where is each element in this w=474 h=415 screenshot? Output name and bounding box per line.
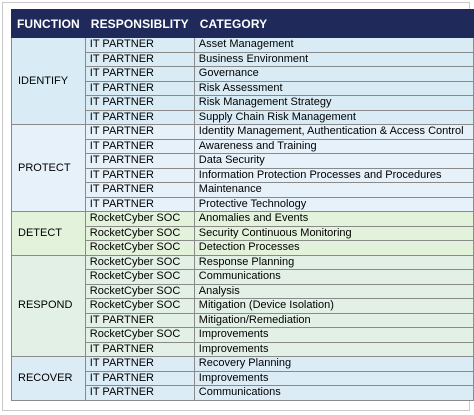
responsibility-cell: RocketCyber SOC [85,299,194,314]
table-row [12,38,474,53]
category-cell: Information Protection Processes and Procedures [194,168,473,183]
responsibility-cell: IT PARTNER [85,342,194,357]
table-row [12,125,474,140]
category-cell: Improvements [194,342,473,357]
category-cell: Recovery Planning [194,357,473,372]
responsibility-cell: RocketCyber SOC [85,241,194,256]
category-cell: Anomalies and Events [194,212,473,227]
category-cell: Identity Management, Authentication & Access Control [194,125,473,140]
category-cell: Supply Chain Risk Management [194,110,473,125]
responsibility-cell: IT PARTNER [85,154,194,169]
function-cell-protect: PROTECT [12,125,86,212]
responsibility-cell: IT PARTNER [85,168,194,183]
responsibility-cell: IT PARTNER [85,313,194,328]
responsibility-cell: IT PARTNER [85,110,194,125]
category-cell: Analysis [194,284,473,299]
responsibility-cell: IT PARTNER [85,183,194,198]
function-cell-detect: DETECT [12,212,86,256]
function-cell-respond: RESPOND [12,255,86,357]
responsibility-cell: IT PARTNER [85,139,194,154]
category-cell: Asset Management [194,38,473,53]
category-cell: Mitigation (Device Isolation) [194,299,473,314]
table-row [12,255,474,270]
category-cell: Improvements [194,371,473,386]
category-cell: Data Security [194,154,473,169]
category-cell: Maintenance [194,183,473,198]
category-cell: Governance [194,67,473,82]
responsibility-cell: IT PARTNER [85,81,194,96]
responsibility-cell: RocketCyber SOC [85,328,194,343]
category-cell: Risk Assessment [194,81,473,96]
responsibility-cell: IT PARTNER [85,357,194,372]
responsibility-cell: RocketCyber SOC [85,212,194,227]
responsibility-cell: IT PARTNER [85,38,194,53]
category-cell: Awareness and Training [194,139,473,154]
category-cell: Security Continuous Monitoring [194,226,473,241]
category-cell: Mitigation/Remediation [194,313,473,328]
header-category: CATEGORY [194,10,473,38]
function-cell-recover: RECOVER [12,357,86,401]
responsibility-cell: RocketCyber SOC [85,226,194,241]
responsibility-cell: RocketCyber SOC [85,255,194,270]
category-cell: Business Environment [194,52,473,67]
responsibility-cell: IT PARTNER [85,67,194,82]
table-row [12,357,474,372]
category-cell: Communications [194,270,473,285]
responsibility-cell: RocketCyber SOC [85,284,194,299]
responsibility-cell: IT PARTNER [85,386,194,401]
responsibility-table [11,9,474,401]
responsibility-cell: IT PARTNER [85,125,194,140]
responsibility-cell: IT PARTNER [85,96,194,111]
responsibility-cell: RocketCyber SOC [85,270,194,285]
category-cell: Protective Technology [194,197,473,212]
category-cell: Response Planning [194,255,473,270]
responsibility-cell: IT PARTNER [85,371,194,386]
header-function: FUNCTION [12,10,86,38]
category-cell: Communications [194,386,473,401]
responsibility-cell: IT PARTNER [85,52,194,67]
function-cell-identify: IDENTIFY [12,38,86,125]
category-cell: Improvements [194,328,473,343]
header-row [12,10,474,38]
header-responsibility: RESPONSIBLITY [85,10,194,38]
category-cell: Risk Management Strategy [194,96,473,111]
table-row [12,212,474,227]
responsibility-cell: IT PARTNER [85,197,194,212]
category-cell: Detection Processes [194,241,473,256]
